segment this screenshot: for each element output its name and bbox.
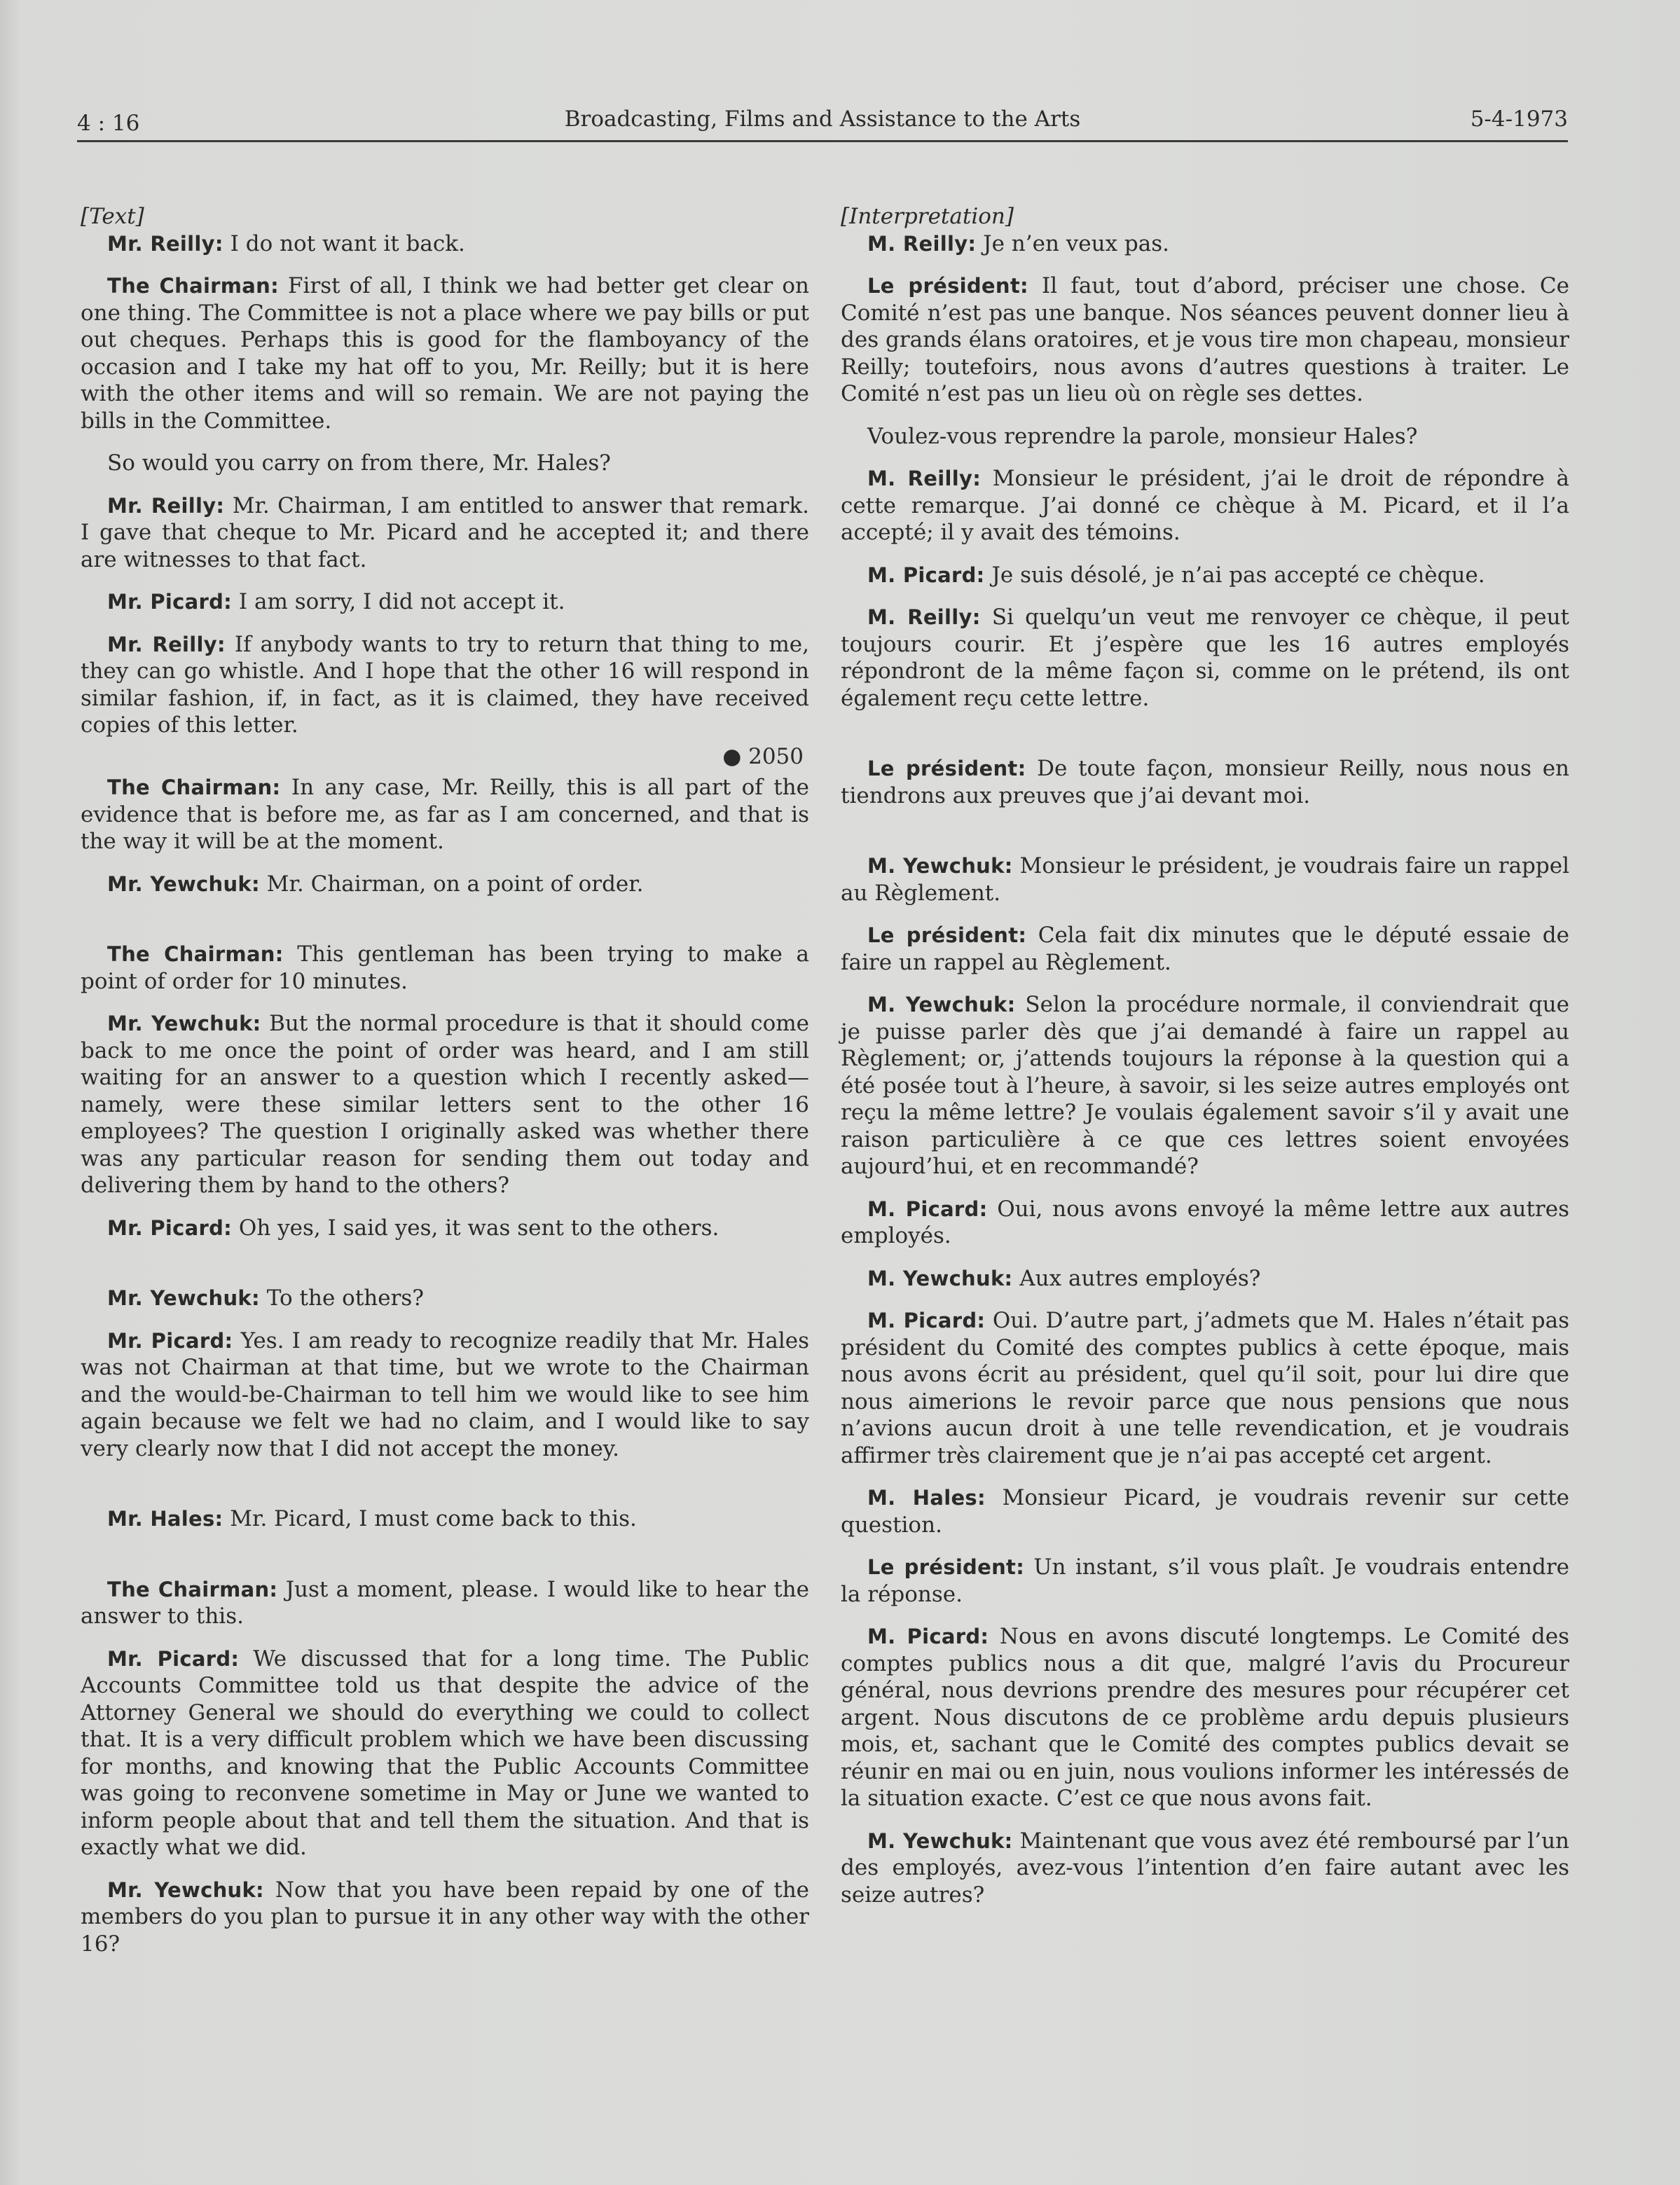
paragraph: [81, 588, 809, 616]
paragraph: [81, 1328, 809, 1463]
speaker: M. Reilly:: [867, 605, 981, 629]
page-title: Broadcasting, Films and Assistance to the Arts: [564, 106, 1081, 132]
paragraph: [81, 1646, 809, 1861]
paragraph: [841, 1554, 1569, 1608]
speaker: Mr. Yewchuk:: [107, 1286, 260, 1310]
paragraph: [81, 1215, 809, 1242]
speaker: The Chairman:: [107, 942, 284, 966]
speaker: Mr. Yewchuk:: [107, 1877, 264, 1902]
speaker: M. Hales:: [867, 1486, 986, 1510]
paragraph: [841, 1484, 1569, 1538]
section-label-text: [Text]: [81, 204, 144, 229]
paragraph-text: Je suis désolé, je n’ai pas accepté ce chèque.: [984, 562, 1485, 588]
paragraph: [81, 871, 809, 898]
paragraph-text: De toute façon, monsieur Reilly, nous nous en tiendrons aux preuves que j’ai devant moi.: [841, 756, 1569, 808]
paragraph: [841, 853, 1569, 907]
paragraph-text: Oui, nous avons envoyé la même lettre aux autres employés.: [841, 1196, 1569, 1248]
paragraph: [841, 273, 1569, 408]
paragraph: [841, 1828, 1569, 1909]
paragraph: [841, 1623, 1569, 1812]
paragraph-text: Mr. Picard, I must come back to this.: [223, 1506, 637, 1531]
paragraph-text: Je n’en veux pas.: [976, 230, 1170, 256]
speaker: Mr. Yewchuk:: [107, 871, 260, 896]
speaker: M. Picard:: [867, 1309, 986, 1332]
speaker: Le président:: [867, 1555, 1025, 1579]
speaker: M. Reilly:: [867, 231, 977, 256]
paragraph-text: Monsieur Picard, je voudrais revenir sur cette question.: [841, 1485, 1569, 1538]
speaker: M. Picard:: [867, 1625, 989, 1648]
paragraph: [81, 1505, 809, 1533]
paragraph-text: If anybody wants to try to return that thing to me, they can go whistle. And I hope that the other 16 will respond in similar fashion, if, in fact, as it is claimed, they have received copies of this letter.: [81, 631, 809, 738]
speaker: Mr. Picard:: [107, 590, 233, 614]
speaker: Mr. Picard:: [107, 1215, 233, 1240]
paragraph-text: Cela fait dix minutes que le député essaie de faire un rappel au Règlement.: [841, 923, 1569, 975]
paragraph-text: Un instant, s’il vous plaît. Je voudrais entendre la réponse.: [841, 1555, 1569, 1607]
speaker: The Chairman:: [107, 1577, 278, 1601]
paragraph: [81, 1576, 809, 1630]
paragraph-text: This gentleman has been trying to make a point of order for 10 minutes.: [81, 942, 809, 994]
paragraph-text: Selon la procédure normale, il conviendrait que je puisse parler dès que j’ai demandé à faire un rappel au Règlement; or, j’attends toujours la réponse à la question qui a été posée tout à l’heure, à savoir, si les seize autres employés ont reçu la même lettre? Je voulais également savoir s’il y avait une raison particulière à ce que ces lettres soient envoyées aujourd’hui, et en recommandé?: [841, 992, 1569, 1179]
page-date: 5-4-1973: [1470, 106, 1568, 132]
paragraph-text: Oui. D’autre part, j’admets que M. Hales n’était pas président du Comité des comptes publics à cette époque, mais nous avons écrit au président, quel qu’il soit, pour lui dire que nous aimerions le revoir parce que nous pensions que nous n’avions aucun droit à une telle revendication, et je voudrais affirmer très clairement que je n’ai pas accepté cet argent.: [841, 1308, 1569, 1468]
paragraph: [81, 273, 809, 434]
paragraph-text: So would you carry on from there, Mr. Hales?: [107, 450, 611, 476]
speaker: The Chairman:: [107, 776, 281, 799]
paragraph-text: I am sorry, I did not accept it.: [232, 589, 565, 614]
paragraph-text: Si quelqu’un veut me renvoyer ce chèque, il peut toujours courir. Et j’espère que les 16 autres employés répondront de la même façon si, comme on le prétend, ils ont également reçu cette lettre.: [841, 605, 1570, 711]
paragraph-text: Monsieur le président, je voudrais faire un rappel au Règlement.: [841, 853, 1569, 906]
paragraph-text: Mr. Chairman, I am entitled to answer that remark. I gave that cheque to Mr. Picard and he accepted it; and there are witnesses to that fact.: [81, 492, 809, 572]
speaker: Mr. Hales:: [107, 1507, 223, 1531]
section-label-interpretation: [Interpretation]: [841, 204, 1014, 229]
paragraph-text: Il faut, tout d’abord, préciser une chose. Ce Comité n’est pas une banque. Nos séances peuvent donner lieu à des grands élans oratoires, et je vous tire mon chapeau, monsieur Reilly; toutefoirs, nous avons d’autres questions à traiter. Le Comité n’est pas un lieu où on règle ses dettes.: [841, 273, 1569, 406]
paragraph-text: To the others?: [259, 1286, 424, 1311]
paragraph: [841, 562, 1569, 589]
speaker: Mr. Picard:: [107, 1646, 240, 1671]
paragraph-text: But the normal procedure is that it should come back to me once the point of order was heard, and I am still waiting for an answer to a question which I recently asked—namely, were these similar letters sent to the other 16 employees? The question I originally asked was whether there was any particular reason for sending them out today and delivering them by hand to the others?: [81, 1011, 809, 1198]
paragraph-text: Now that you have been repaid by one of the members do you plan to pursue it in any other way with the other 16?: [81, 1877, 809, 1957]
paragraph-text: We discussed that for a long time. The Public Accounts Committee told us that despite the advice of the Attorney General we should do everything we could to collect that. It is a very difficult problem which we have been discussing for months, and knowing that the Public Accounts Committee was going to reconvene sometime in May or June we wanted to inform people about that and tell them the situation. And that is exactly what we did.: [81, 1646, 809, 1860]
paragraph-text: Mr. Chairman, on a point of order.: [259, 871, 644, 897]
paragraph: [841, 1196, 1569, 1250]
speaker: Le président:: [867, 274, 1028, 298]
paragraph-text: Nous en avons discuté longtemps. Le Comité des comptes publics nous a dit que, malgré l’avis du Procureur général, nous devrions prendre des mesures pour récupérer cet argent. Nous discutons de ce problème ardu depuis plusieurs mois, et, sachant que le Comité des comptes publics devait se réunir en mai ou en juin, nous voulions informer les intéressés de la situation exacte. C’est ce que nous avons fait.: [841, 1624, 1569, 1811]
paragraph-text: Voulez-vous reprendre la parole, monsieur Hales?: [867, 423, 1418, 449]
speaker: M. Reilly:: [867, 467, 982, 490]
paragraph-text: Just a moment, please. I would like to hear the answer to this.: [81, 1576, 809, 1629]
spacer: [81, 1257, 809, 1285]
speaker: Mr. Picard:: [107, 1328, 233, 1353]
paragraph-text: In any case, Mr. Reilly, this is all part of the evidence that is before me, as far as I am concerned, and that is the way it will be at the moment.: [81, 775, 809, 854]
speaker: M. Picard:: [867, 563, 985, 587]
speaker: M. Yewchuk:: [867, 1266, 1013, 1290]
paragraph: [81, 450, 809, 477]
spacer: [81, 913, 809, 941]
spacer: [841, 727, 1569, 755]
paragraph: [81, 230, 809, 258]
spacer: [81, 1548, 809, 1576]
speaker: Mr. Yewchuk:: [107, 1012, 261, 1035]
paragraph-text: Yes. I am ready to recognize readily that Mr. Hales was not Chairman at that time, but we wrote to the Chairman and the would-be-Chairman to tell him we would like to see him again because we felt we had no claim, and I would like to say very clearly now that I did not accept the money.: [81, 1328, 809, 1461]
page-number: 4 : 16: [77, 111, 140, 136]
speaker: Mr. Reilly:: [107, 493, 225, 518]
speaker: M. Yewchuk:: [867, 1828, 1013, 1853]
time-marker: ● 2050: [722, 743, 804, 769]
speaker: The Chairman:: [107, 274, 280, 298]
paragraph: [841, 1265, 1569, 1293]
paragraph-text: Oh yes, I said yes, it was sent to the others.: [232, 1215, 719, 1241]
speaker: Mr. Reilly:: [107, 632, 226, 656]
paragraph: [81, 774, 809, 855]
french-column: [841, 203, 1569, 1924]
speaker: M. Picard:: [867, 1197, 988, 1221]
spacer: [841, 825, 1569, 853]
paragraph: [81, 941, 809, 995]
paragraph: [841, 604, 1569, 712]
paragraph: [81, 1877, 809, 1958]
paragraph-text: I do not want it back.: [223, 230, 465, 256]
paragraph: [841, 1307, 1569, 1469]
paragraph: [841, 755, 1569, 809]
english-column: [81, 203, 809, 1973]
speaker: M. Yewchuk:: [867, 854, 1013, 878]
spacer: [81, 1477, 809, 1505]
paragraph: [841, 230, 1569, 258]
speaker: M. Yewchuk:: [867, 993, 1016, 1016]
paragraph: [81, 1285, 809, 1312]
paragraph-text: Aux autres employés?: [1012, 1265, 1261, 1291]
paragraph-text: Monsieur le président, j’ai le droit de répondre à cette remarque. J’ai donné ce chèque à M. Picard, et il l’a accepté; il y avait des témoins.: [841, 466, 1569, 545]
speaker: Mr. Reilly:: [107, 231, 223, 256]
paragraph: [841, 991, 1569, 1180]
speaker: Le président:: [867, 757, 1026, 780]
paragraph-text: Maintenant que vous avez été remboursé par l’un des employés, avez-vous l’intention d’en faire autant avec les seize autres?: [841, 1828, 1569, 1908]
paragraph: [841, 423, 1569, 450]
paragraph-text: First of all, I think we had better get clear on one thing. The Committee is not a place where we pay bills or put out cheques. Perhaps this is good for the flamboyancy of the occasion and I take my hat off to you, Mr. Reilly; but it is here with the other items and will so remain. We are not paying the bills in the Committee.: [81, 273, 809, 434]
paragraph: [841, 922, 1569, 976]
paragraph: [81, 1010, 809, 1199]
paragraph: [81, 631, 809, 739]
paragraph: [841, 465, 1569, 546]
speaker: Le président:: [867, 923, 1027, 947]
paragraph: [81, 492, 809, 574]
running-header: [77, 105, 1568, 142]
